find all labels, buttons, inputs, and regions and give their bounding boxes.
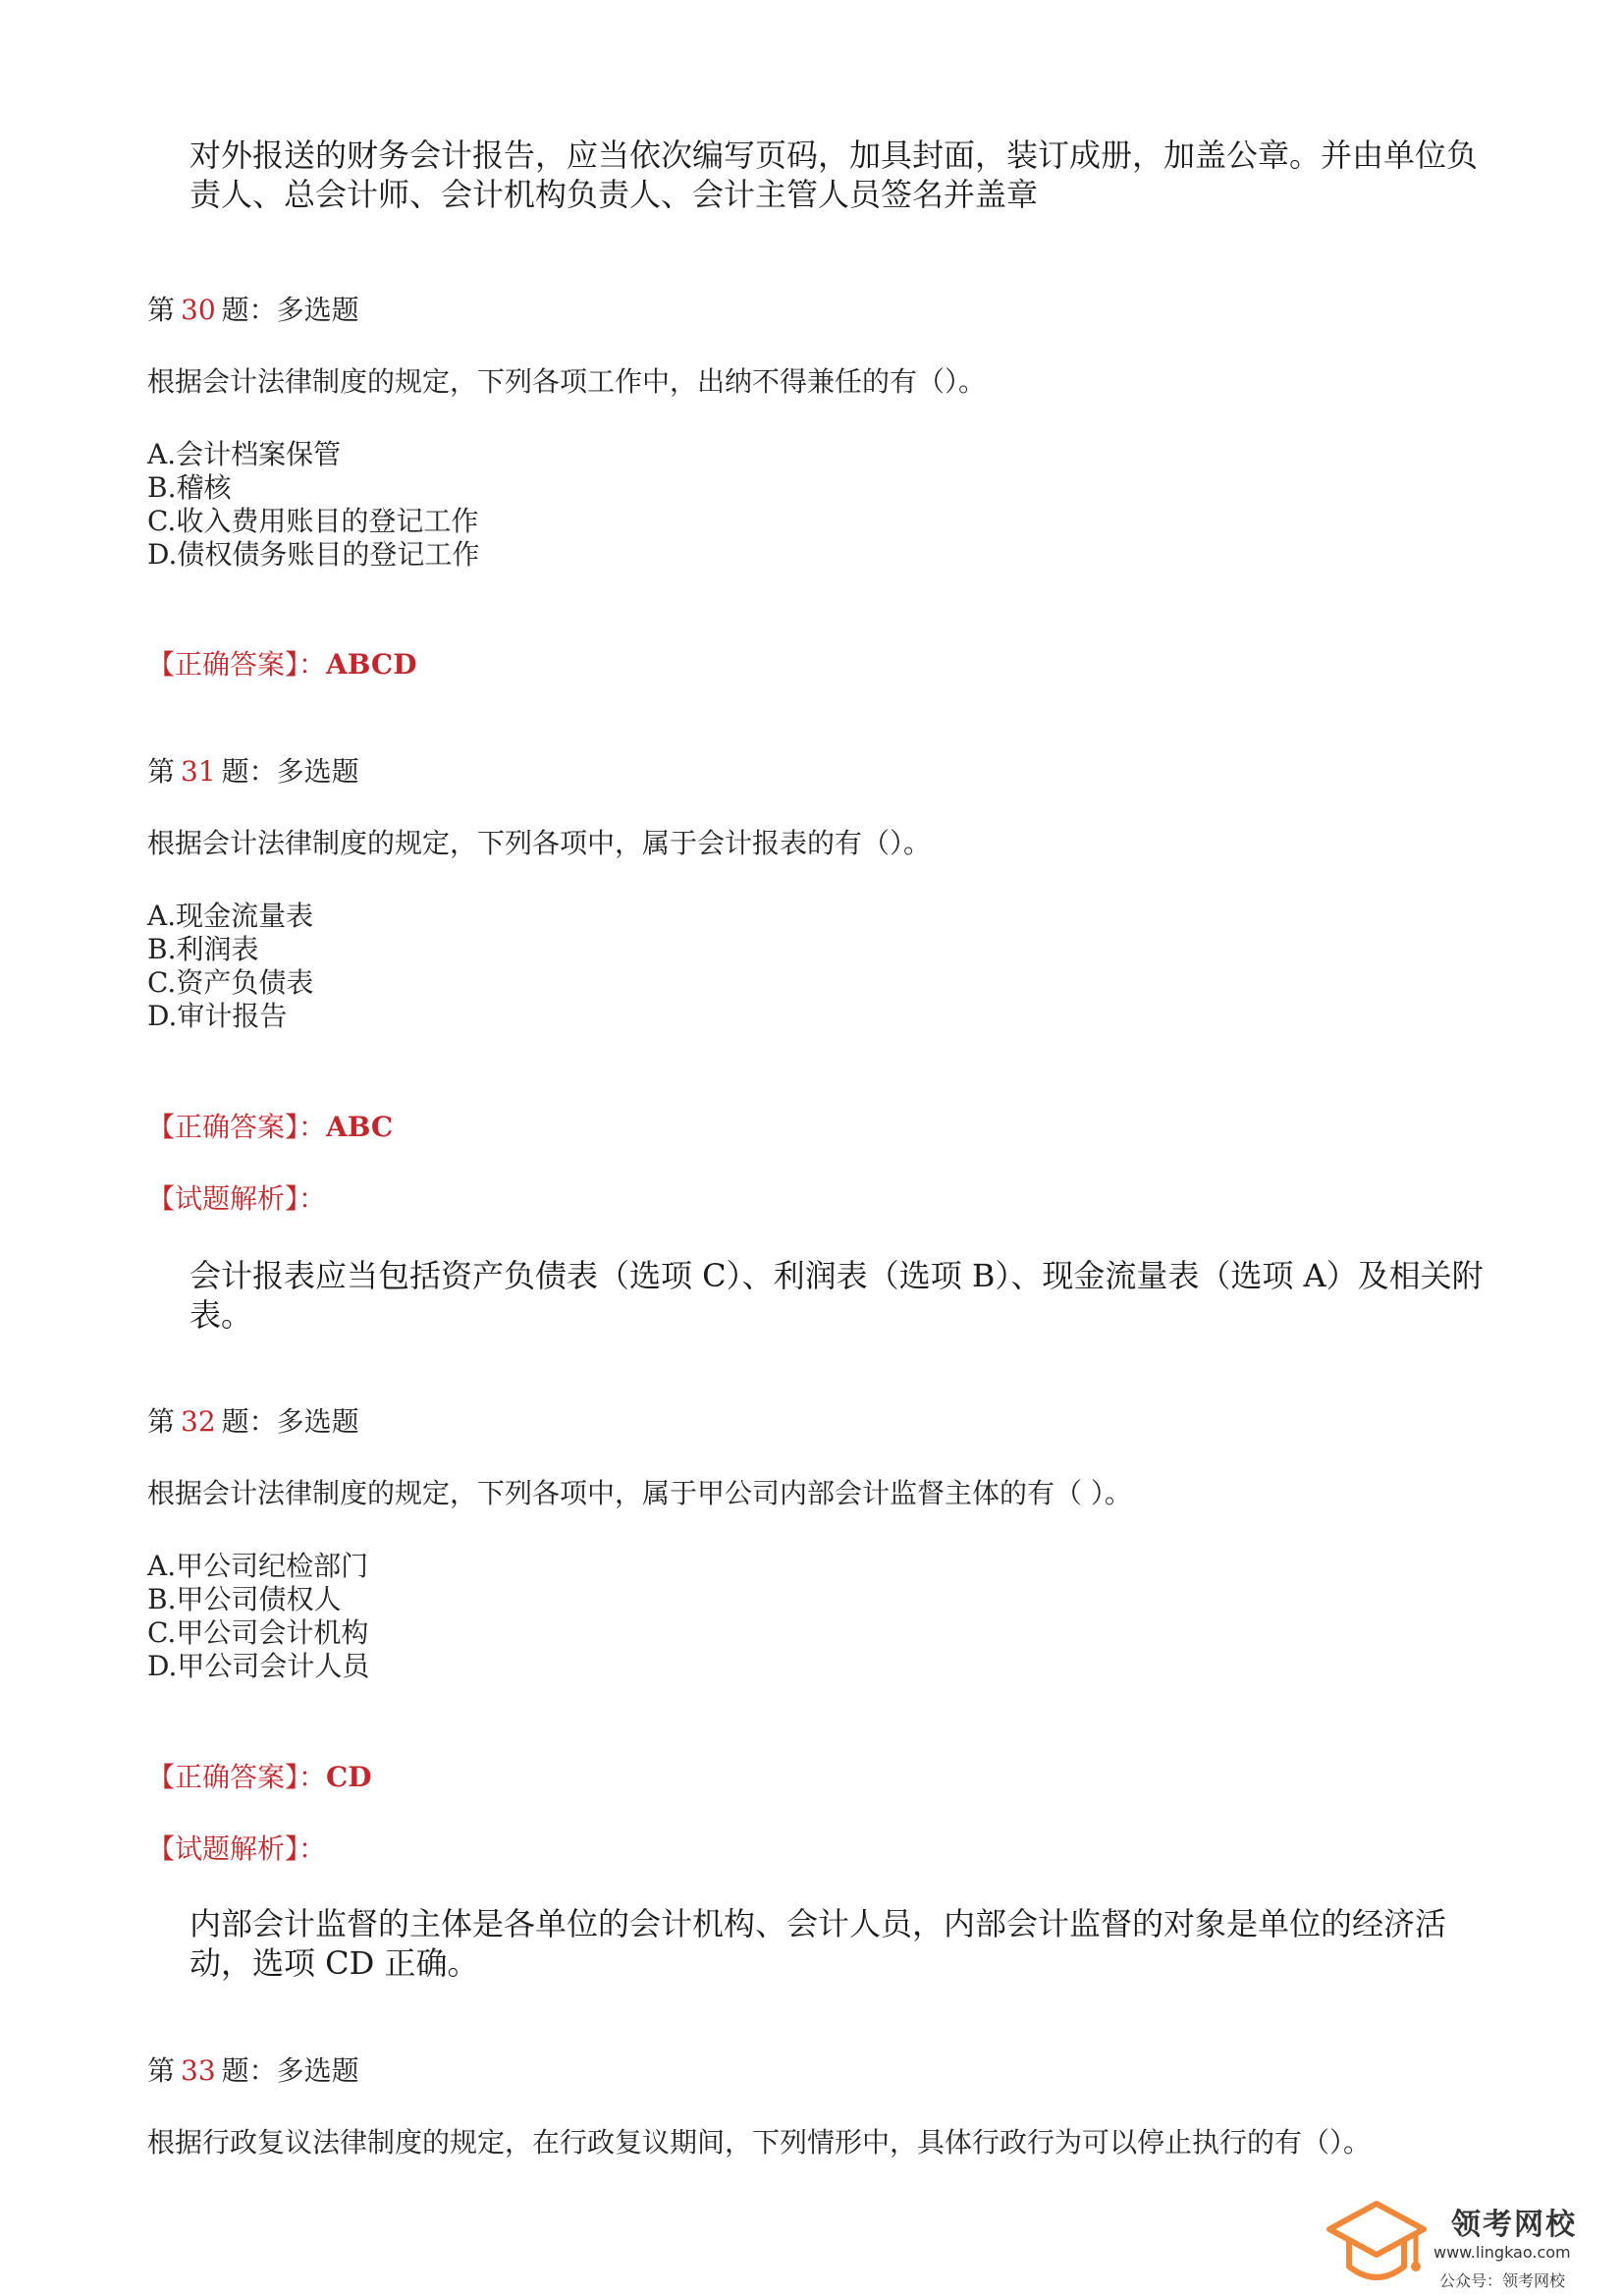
option-item: B.甲公司债权人 [147,1583,342,1615]
answer-value: ABCD [326,648,417,681]
brand-account: 公众号：领考网校 [1439,2271,1566,2290]
intro-paragraph: 对外报送的财务会计报告，应当依次编写页码，加具封面，装订成册，加盖公章。并由单位负责人、总会计师、会计机构负责人、会计主管人员签名并盖章 [189,137,1479,213]
option-item: C.甲公司会计机构 [147,1616,369,1649]
question-text: 根据会计法律制度的规定，下列各项中，属于会计报表的有（）。 [147,827,932,859]
question-number: 33 [181,2054,216,2087]
option-item: D.债权债务账目的登记工作 [147,538,480,571]
correct-answer: 【正确答案】：CD [147,1761,372,1793]
option-item: A.会计档案保管 [147,438,342,470]
question-number: 31 [181,755,216,788]
analysis-text: 内部会计监督的主体是各单位的会计机构、会计人员，内部会计监督的对象是单位的经济活动，选项 CD 正确。 [189,1905,1447,1982]
question-33 [147,2053,1502,2089]
option-list [147,900,1502,1033]
graduation-cap-icon [1325,2198,1428,2292]
question-header: 第 33 题：多选题 [147,2054,359,2087]
question-number: 32 [181,1405,216,1438]
option-item: B.利润表 [147,933,259,965]
option-list [147,438,1502,572]
question-30 [147,293,1502,328]
question-text: 根据行政复议法律制度的规定，在行政复议期间，下列情形中，具体行政行为可以停止执行的有（）。 [147,2126,1372,2159]
option-item: C.收入费用账目的登记工作 [147,505,479,537]
correct-answer: 【正确答案】：ABC [147,1111,394,1143]
question-32 [147,1404,1502,1440]
brand-website: www.lingkao.com [1434,2243,1571,2262]
option-item: B.稽核 [147,471,232,504]
analysis-label: 【试题解析】： [147,1832,327,1865]
brand-name: 领考网校 [1451,2208,1577,2242]
option-item: D.甲公司会计人员 [147,1650,370,1682]
analysis-text: 会计报表应当包括资产负债表（选项 C）、利润表（选项 B）、现金流量表（选项 A）及相关附表。 [189,1257,1484,1334]
answer-value: ABC [326,1111,394,1143]
option-item: C.资产负债表 [147,966,314,999]
option-item: A.现金流量表 [147,900,314,932]
question-31 [147,754,1502,790]
answer-value: CD [326,1761,372,1793]
correct-answer: 【正确答案】：ABCD [147,648,417,681]
question-text: 根据会计法律制度的规定，下列各项中，属于甲公司内部会计监督主体的有（ ）。 [147,1477,1132,1509]
question-header: 第 32 题：多选题 [147,1405,359,1438]
option-item: D.审计报告 [147,1000,288,1032]
option-list [147,1550,1502,1683]
option-item: A.甲公司纪检部门 [147,1550,369,1582]
question-header: 第 30 题：多选题 [147,294,359,326]
analysis-label: 【试题解析】： [147,1182,327,1215]
question-number: 30 [181,294,216,326]
logo [1325,2198,1600,2292]
question-text: 根据会计法律制度的规定，下列各项工作中，出纳不得兼任的有（）。 [147,365,987,398]
question-header: 第 31 题：多选题 [147,755,359,788]
